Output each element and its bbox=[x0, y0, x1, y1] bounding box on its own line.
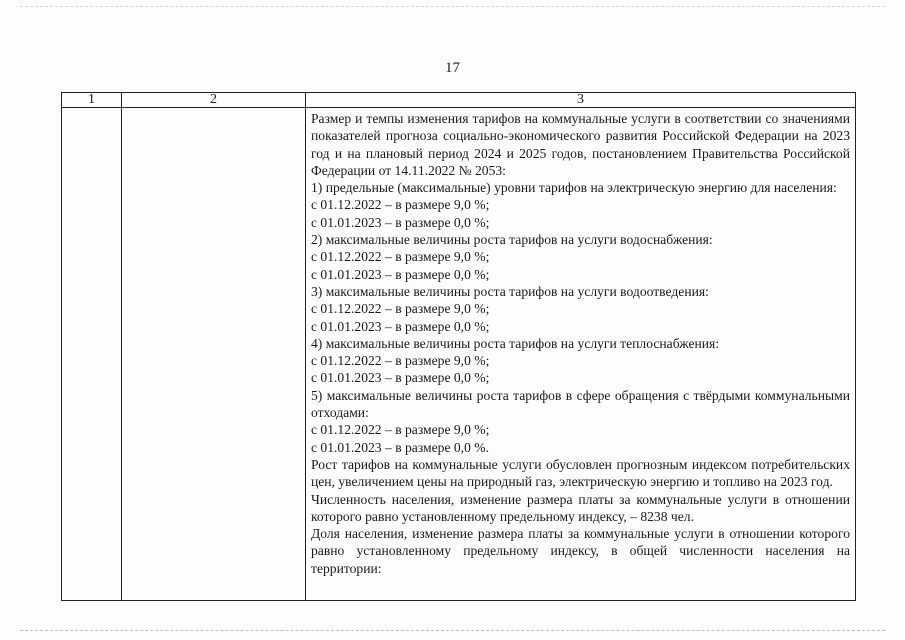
rate-line: с 01.01.2023 – в размере 0,0 %; bbox=[311, 370, 490, 386]
page-number: 17 bbox=[445, 60, 460, 76]
column-header-3: 3 bbox=[306, 93, 856, 108]
rate-line: с 01.01.2023 – в размере 0,0 %. bbox=[311, 439, 489, 455]
rate-line: с 01.12.2022 – в размере 9,0 %; bbox=[311, 249, 490, 265]
table-header-row bbox=[62, 93, 856, 108]
table-row bbox=[62, 108, 856, 601]
rate-line: с 01.12.2022 – в размере 9,0 %; bbox=[311, 197, 490, 213]
column-header-2: 2 bbox=[122, 93, 306, 108]
scan-edge-bottom bbox=[20, 630, 885, 631]
population-count: Численность населения, изменение размера платы за коммунальные услуги в отношении которого равно установленному предельному индексу, – 8238 чел. bbox=[311, 491, 850, 524]
population-share: Доля населения, изменение размера платы за коммунальные услуги в отношении которого равно установленному предельному индексу, в общей численности населения на территории: bbox=[311, 526, 850, 576]
cell-column-2 bbox=[122, 108, 306, 601]
scan-edge-top bbox=[20, 6, 885, 7]
rate-line: с 01.01.2023 – в размере 0,0 %; bbox=[311, 266, 490, 282]
rate-line: с 01.01.2023 – в размере 0,0 %; bbox=[311, 318, 490, 334]
rate-line: с 01.12.2022 – в размере 9,0 %; bbox=[311, 301, 490, 317]
cell-column-1 bbox=[62, 108, 122, 601]
cell-column-3 bbox=[306, 108, 856, 601]
item-1-electricity: 1) предельные (максимальные) уровни тарифов на электрическую энергию для населения: bbox=[311, 180, 837, 196]
rate-line: с 01.12.2022 – в размере 9,0 %; bbox=[311, 353, 490, 369]
item-3-water-disposal: 3) максимальные величины роста тарифов на услуги водоотведения: bbox=[311, 283, 709, 299]
item-4-heat-supply: 4) максимальные величины роста тарифов на услуги теплоснабжения: bbox=[311, 335, 720, 351]
tariff-growth-reason: Рост тарифов на коммунальные услуги обусловлен прогнозным индексом потребительских цен, увеличением цены на природный газ, электрическую энергию и топливо на 2023 год. bbox=[311, 456, 850, 490]
column-header-1: 1 bbox=[62, 93, 122, 108]
document-table bbox=[61, 92, 856, 601]
rate-line: с 01.01.2023 – в размере 0,0 %; bbox=[311, 214, 490, 230]
rate-line: с 01.12.2022 – в размере 9,0 %; bbox=[311, 422, 490, 438]
item-2-water-supply: 2) максимальные величины роста тарифов на услуги водоснабжения: bbox=[311, 232, 713, 248]
tariff-intro-paragraph: Размер и темпы изменения тарифов на коммунальные услуги в соответствии со значениями показателей прогноза социально-экономического развития Российской Федерации на 2023 год и на плановый период 2024 и 2025 годов, постановлением Правительства Российской Федерации от 14.11.2022 № 2053: bbox=[311, 111, 850, 178]
item-5-solid-waste: 5) максимальные величины роста тарифов в сфере обращения с твёрдыми коммунальными отходами: bbox=[311, 387, 850, 421]
